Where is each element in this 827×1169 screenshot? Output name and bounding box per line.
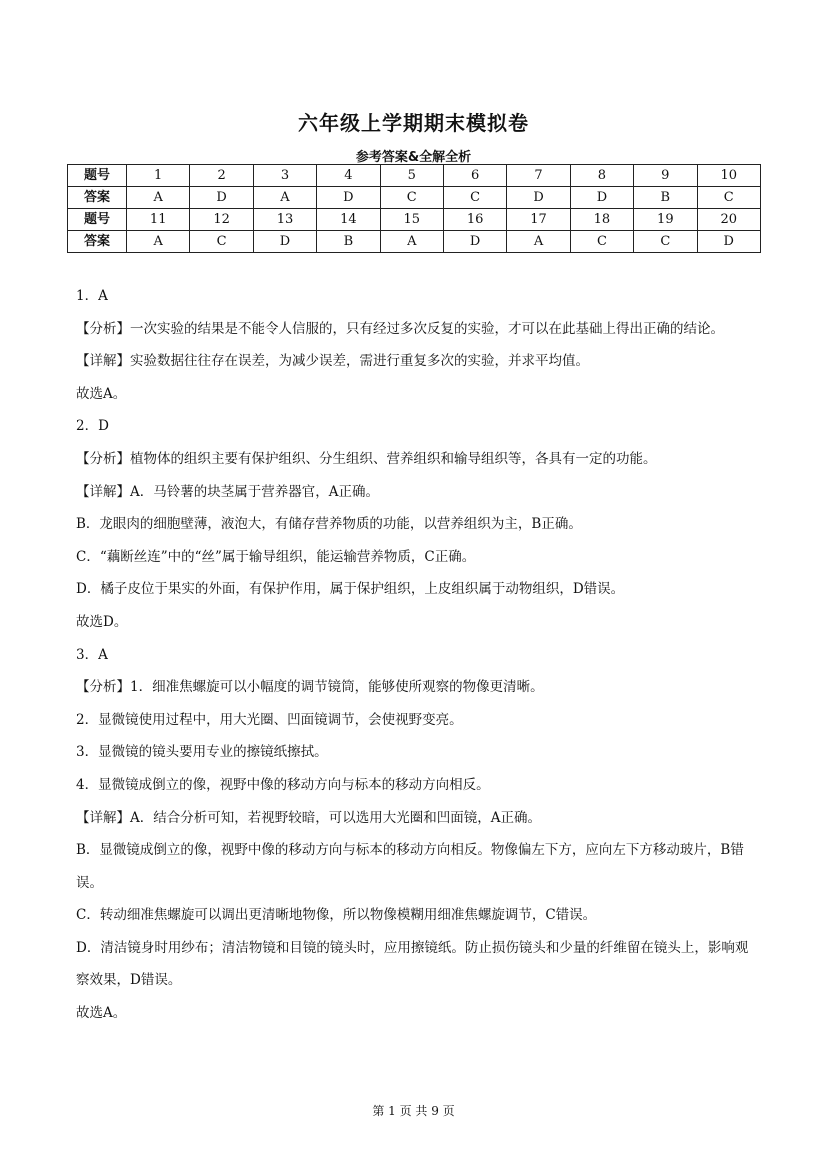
answer-explanations [76, 280, 758, 1030]
answer-cell: A [507, 231, 570, 253]
answer-cell: C [634, 231, 697, 253]
question-number: 6 [443, 165, 506, 187]
question-number: 2 [190, 165, 253, 187]
answer-cell: A [127, 231, 190, 253]
answer-cell: D [190, 187, 253, 209]
analysis-text: 【分析】植物体的组织主要有保护组织、分生组织、营养组织和输导组织等，各具有一定的功能。 [76, 450, 657, 467]
page-subtitle: 参考答案&全解全析 [355, 150, 472, 165]
question-number: 17 [507, 209, 570, 231]
option-text: B．显微镜成倒立的像，视野中像的移动方向与标本的移动方向相反。物像偏左下方，应向左下方移动玻片，B错误。 [76, 842, 744, 891]
question-heading: 2．D [76, 418, 109, 435]
table-row [68, 209, 761, 231]
row-label: 答案 [68, 187, 127, 209]
answer-cell: D [253, 231, 316, 253]
question-number: 12 [190, 209, 253, 231]
page-footer: 第 1 页 共 9 页 [372, 1104, 455, 1118]
conclusion-text: 故选D。 [76, 613, 128, 630]
conclusion-text: 故选A。 [76, 1005, 127, 1022]
question-number: 13 [253, 209, 316, 231]
detail-text: 【详解】A．马铃薯的块茎属于营养器官，A正确。 [76, 483, 379, 500]
analysis-text: 【分析】1．细准焦螺旋可以小幅度的调节镜筒，能够使所观察的物像更清晰。 [76, 679, 544, 696]
question-number: 5 [380, 165, 443, 187]
table-row [68, 187, 761, 209]
question-number: 7 [507, 165, 570, 187]
question-number: 9 [634, 165, 697, 187]
conclusion-text: 故选A。 [76, 385, 127, 402]
option-text: C．“藕断丝连”中的“丝”属于输导组织，能运输营养物质，C正确。 [76, 548, 476, 565]
analysis-point: 2．显微镜使用过程中，用大光圈、凹面镜调节，会使视野变亮。 [76, 711, 463, 728]
row-label: 答案 [68, 231, 127, 253]
question-number: 11 [127, 209, 190, 231]
question-heading: 3．A [76, 646, 108, 663]
question-number: 3 [253, 165, 316, 187]
answer-cell: A [380, 231, 443, 253]
question-number: 20 [697, 209, 760, 231]
answer-cell: D [317, 187, 380, 209]
question-number: 10 [697, 165, 760, 187]
answer-cell: D [507, 187, 570, 209]
detail-text: 【详解】实验数据往往存在误差，为减少误差，需进行重复多次的实验，并求平均值。 [76, 353, 589, 370]
question-number: 15 [380, 209, 443, 231]
answer-cell: D [697, 231, 760, 253]
question-heading: 1．A [76, 288, 108, 304]
question-number: 18 [570, 209, 633, 231]
detail-text: 【详解】A．结合分析可知，若视野较暗，可以选用大光圈和凹面镜，A正确。 [76, 809, 541, 826]
answer-cell: C [380, 187, 443, 209]
question-number: 14 [317, 209, 380, 231]
question-number: 16 [443, 209, 506, 231]
analysis-point: 3．显微镜的镜头要用专业的擦镜纸擦拭。 [76, 744, 328, 761]
answer-cell: A [253, 187, 316, 209]
analysis-text: 【分析】一次实验的结果是不能令人信服的，只有经过多次反复的实验，才可以在此基础上得出正确的结论。 [76, 320, 724, 337]
option-text: D．清洁镜身时用纱布；清洁物镜和目镜的镜头时，应用擦镜纸。防止损伤镜头和少量的纤维留在镜头上，影响观察效果，D错误。 [76, 939, 749, 989]
answer-cell: C [570, 231, 633, 253]
question-number: 1 [127, 165, 190, 187]
table-row [68, 231, 761, 253]
answer-cell: A [127, 187, 190, 209]
answer-cell: B [634, 187, 697, 209]
row-label: 题号 [68, 209, 127, 231]
answer-cell: C [443, 187, 506, 209]
answer-cell: B [317, 231, 380, 253]
option-text: B．龙眼肉的细胞壁薄，液泡大，有储存营养物质的功能，以营养组织为主，B正确。 [76, 516, 582, 533]
answer-table [67, 164, 761, 253]
page-title: 六年级上学期期末模拟卷 [298, 111, 529, 135]
answer-cell: D [570, 187, 633, 209]
answer-cell: C [190, 231, 253, 253]
question-number: 4 [317, 165, 380, 187]
question-number: 8 [570, 165, 633, 187]
answer-cell: D [443, 231, 506, 253]
row-label: 题号 [68, 165, 127, 187]
analysis-point: 4．显微镜成倒立的像，视野中像的移动方向与标本的移动方向相反。 [76, 776, 490, 793]
question-number: 19 [634, 209, 697, 231]
option-text: D．橘子皮位于果实的外面，有保护作用，属于保护组织，上皮组织属于动物组织，D错误。 [76, 581, 625, 598]
option-text: C．转动细准焦螺旋可以调出更清晰地物像，所以物像模糊用细准焦螺旋调节，C错误。 [76, 907, 597, 924]
table-row [68, 165, 761, 187]
answer-cell: C [697, 187, 760, 209]
